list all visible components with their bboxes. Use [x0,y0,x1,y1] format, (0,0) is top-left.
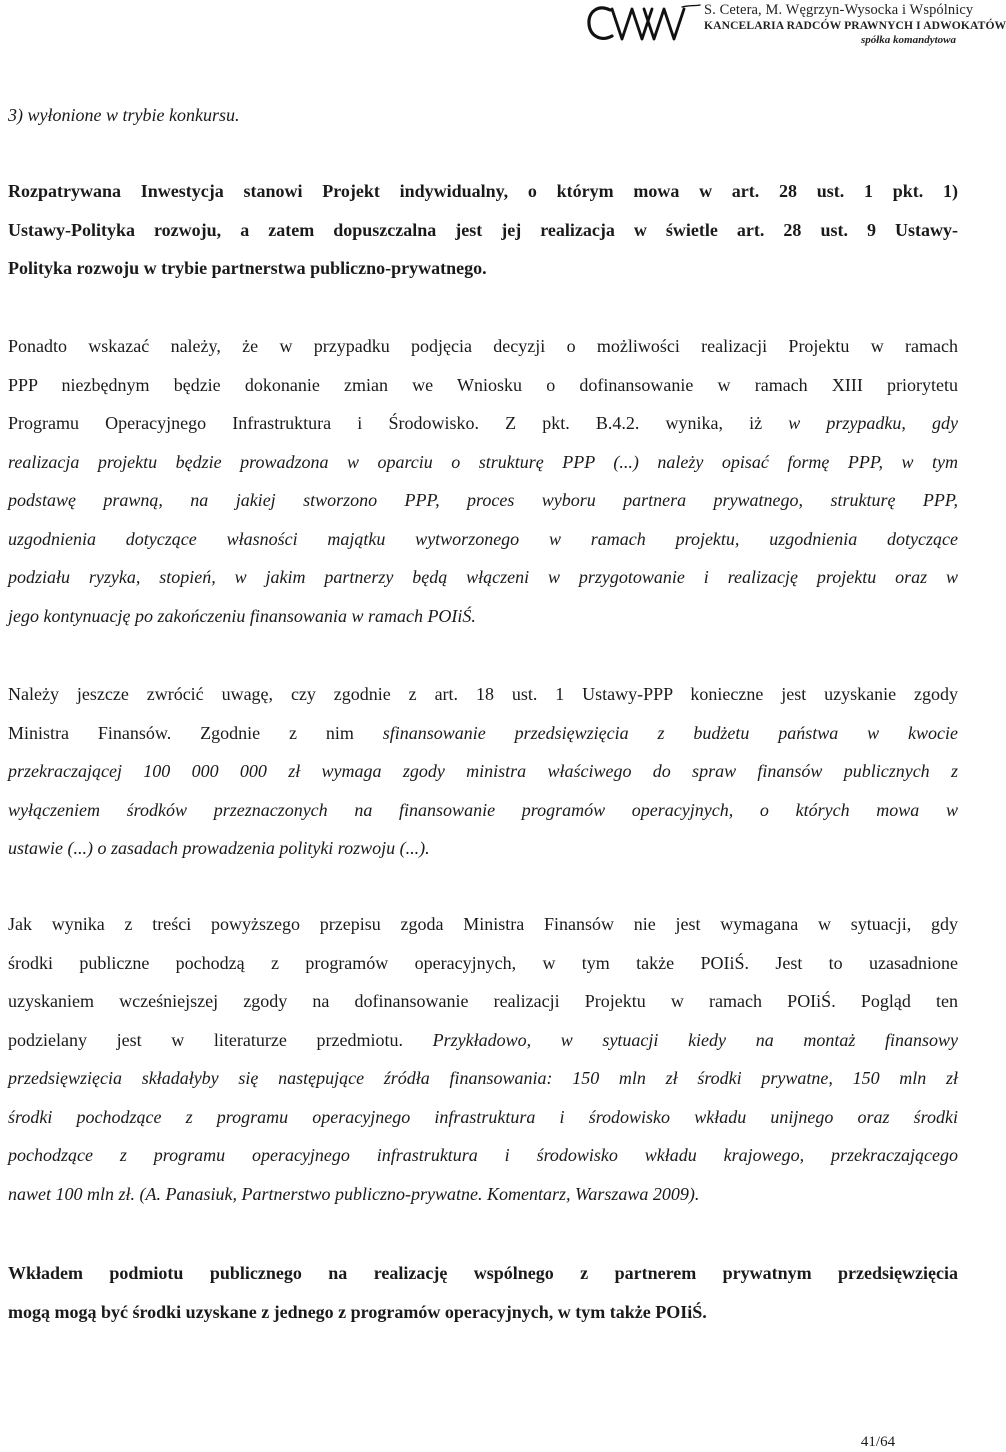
text-segment: podziału ryzyka, stopień, w jakim partnerzy będą włączeni w przygotowanie i realizację projektu oraz w [8,567,958,587]
text-line [8,404,958,443]
text-line [8,481,958,520]
text-line [8,714,958,753]
text-segment: Należy jeszcze zwrócić uwagę, czy zgodnie z art. 18 ust. 1 Ustawy-PPP konieczne jest uzyskanie zgody [8,684,958,704]
text-line [8,327,958,366]
text-segment: środki publiczne pochodzą z programów operacyjnych, w tym także POIiŚ. Jest to uzasadnione [8,952,958,973]
text-segment: PPP niezbędnym będzie dokonanie zmian we Wniosku o dofinansowanie w ramach XIII priorytetu [8,374,958,395]
text-segment: mogą mogą być środki uzyskane z jednego z programów operacyjnych, w tym także POIiŚ. [8,1301,707,1322]
text-line [8,443,958,482]
paragraph [8,905,958,1213]
text-segment: jego kontynuację po zakończeniu finansowania w ramach POIiŚ. [8,605,476,626]
text-line [8,1059,958,1098]
text-line [8,905,958,944]
text-segment: Przykładowo, w sytuacji kiedy na montaż finansowy [432,1029,958,1050]
paragraph [8,675,958,868]
text-line [8,791,958,830]
text-segment: ustawie (...) o zasadach prowadzenia polityki rozwoju (...). [8,838,430,858]
text-line [8,558,958,597]
text-segment: Rozpatrywana Inwestycja stanowi Projekt indywidualny, o którym mowa w art. 28 ust. 1 pkt. 1) [8,181,958,201]
text-segment: Polityka rozwoju w trybie partnerstwa publiczno-prywatnego. [8,258,487,278]
text-line [8,982,958,1021]
text-line [8,675,958,714]
firm-header [586,0,1006,56]
text-segment: Ministra Finansów. Zgodnie z nim [8,722,383,743]
text-line [8,211,958,250]
text-segment: Ustawy-Polityka rozwoju, a zatem dopuszczalna jest jej realizacja w świetle art. 28 ust. 9 Ustawy- [8,219,958,240]
text-line [8,366,958,405]
text-segment: 3) wyłonione w trybie konkursu. [8,105,240,125]
text-line [8,597,958,636]
text-segment: pochodzące z programu operacyjnego infrastruktura i środowisko wkładu krajowego, przekraczającego [8,1145,958,1165]
text-segment: Wkładem podmiotu publicznego na realizację wspólnego z partnerem prywatnym przedsięwzięcia [8,1263,958,1283]
text-segment: wyłączeniem środków przeznaczonych na finansowanie programów operacyjnych, o których mowa w [8,799,958,820]
text-segment: środki pochodzące z programu operacyjnego infrastruktura i środowisko wkładu unijnego oraz środki [8,1106,958,1127]
text-segment: przekraczającej 100 000 000 zł wymaga zgody ministra właściwego do spraw finansów publicznych z [8,761,958,781]
cww-logo-icon [586,2,702,46]
firm-name-block [704,2,1006,47]
firm-type: KANCELARIA RADCÓW PRAWNYCH I ADWOKATÓW [704,19,1006,32]
text-line [8,1254,958,1293]
firm-partners-name: S. Cetera, M. Węgrzyn-Wysocka i Wspólnicy [704,2,974,18]
text-line [8,1293,958,1332]
text-segment: uzgodnienia dotyczące własności majątku wytworzonego w ramach projektu, uzgodnienia dotyczące [8,528,958,549]
text-segment: sfinansowanie przedsięwzięcia z budżetu państwa w kwocie [382,722,958,743]
text-line [8,829,958,868]
paragraph [8,172,958,288]
paragraph [8,96,958,135]
text-segment: Jak wynika z treści powyższego przepisu zgoda Ministra Finansów nie jest wymagana w sytuacji, gdy [8,914,958,934]
text-segment: realizacja projektu będzie prowadzona w oparciu o strukturę PPP (...) należy opisać formę PPP, w tym [8,451,958,472]
text-segment: podzielany jest w literaturze przedmiotu. [8,1029,433,1050]
text-line [8,172,958,211]
text-line [8,1021,958,1060]
text-segment: uzyskaniem wcześniejszej zgody na dofinansowanie realizacji Projektu w ramach POIiŚ. Pogląd ten [8,991,958,1011]
paragraph [8,1254,958,1331]
text-segment: podstawę prawną, na jakiej stworzono PPP, proces wyboru partnera prywatnego, strukturę PPP, [8,490,958,510]
firm-legal-form: spółka komandytowa [860,34,956,46]
text-segment: Programu Operacyjnego Infrastruktura i Środowisko. Z pkt. B.4.2. wynika, iż [8,413,789,433]
text-line [8,1175,958,1214]
paragraph [8,327,958,635]
text-line [8,249,958,288]
text-line [8,1136,958,1175]
text-segment: Ponadto wskazać należy, że w przypadku podjęcia decyzji o możliwości realizacji Projektu w ramach [8,336,958,356]
text-line [8,520,958,559]
text-line [8,944,958,983]
text-segment: przedsięwzięcia składałyby się następujące źródła finansowania: 150 mln zł środki prywatne, 150 mln zł [8,1068,958,1088]
text-segment: w przypadku, gdy [788,413,959,433]
text-line [8,96,958,135]
text-line [8,752,958,791]
text-segment: nawet 100 mln zł. (A. Panasiuk, Partnerstwo publiczno-prywatne. Komentarz, Warszawa 2009). [8,1183,700,1204]
page-number: 41/64 [860,1434,896,1450]
text-line [8,1098,958,1137]
